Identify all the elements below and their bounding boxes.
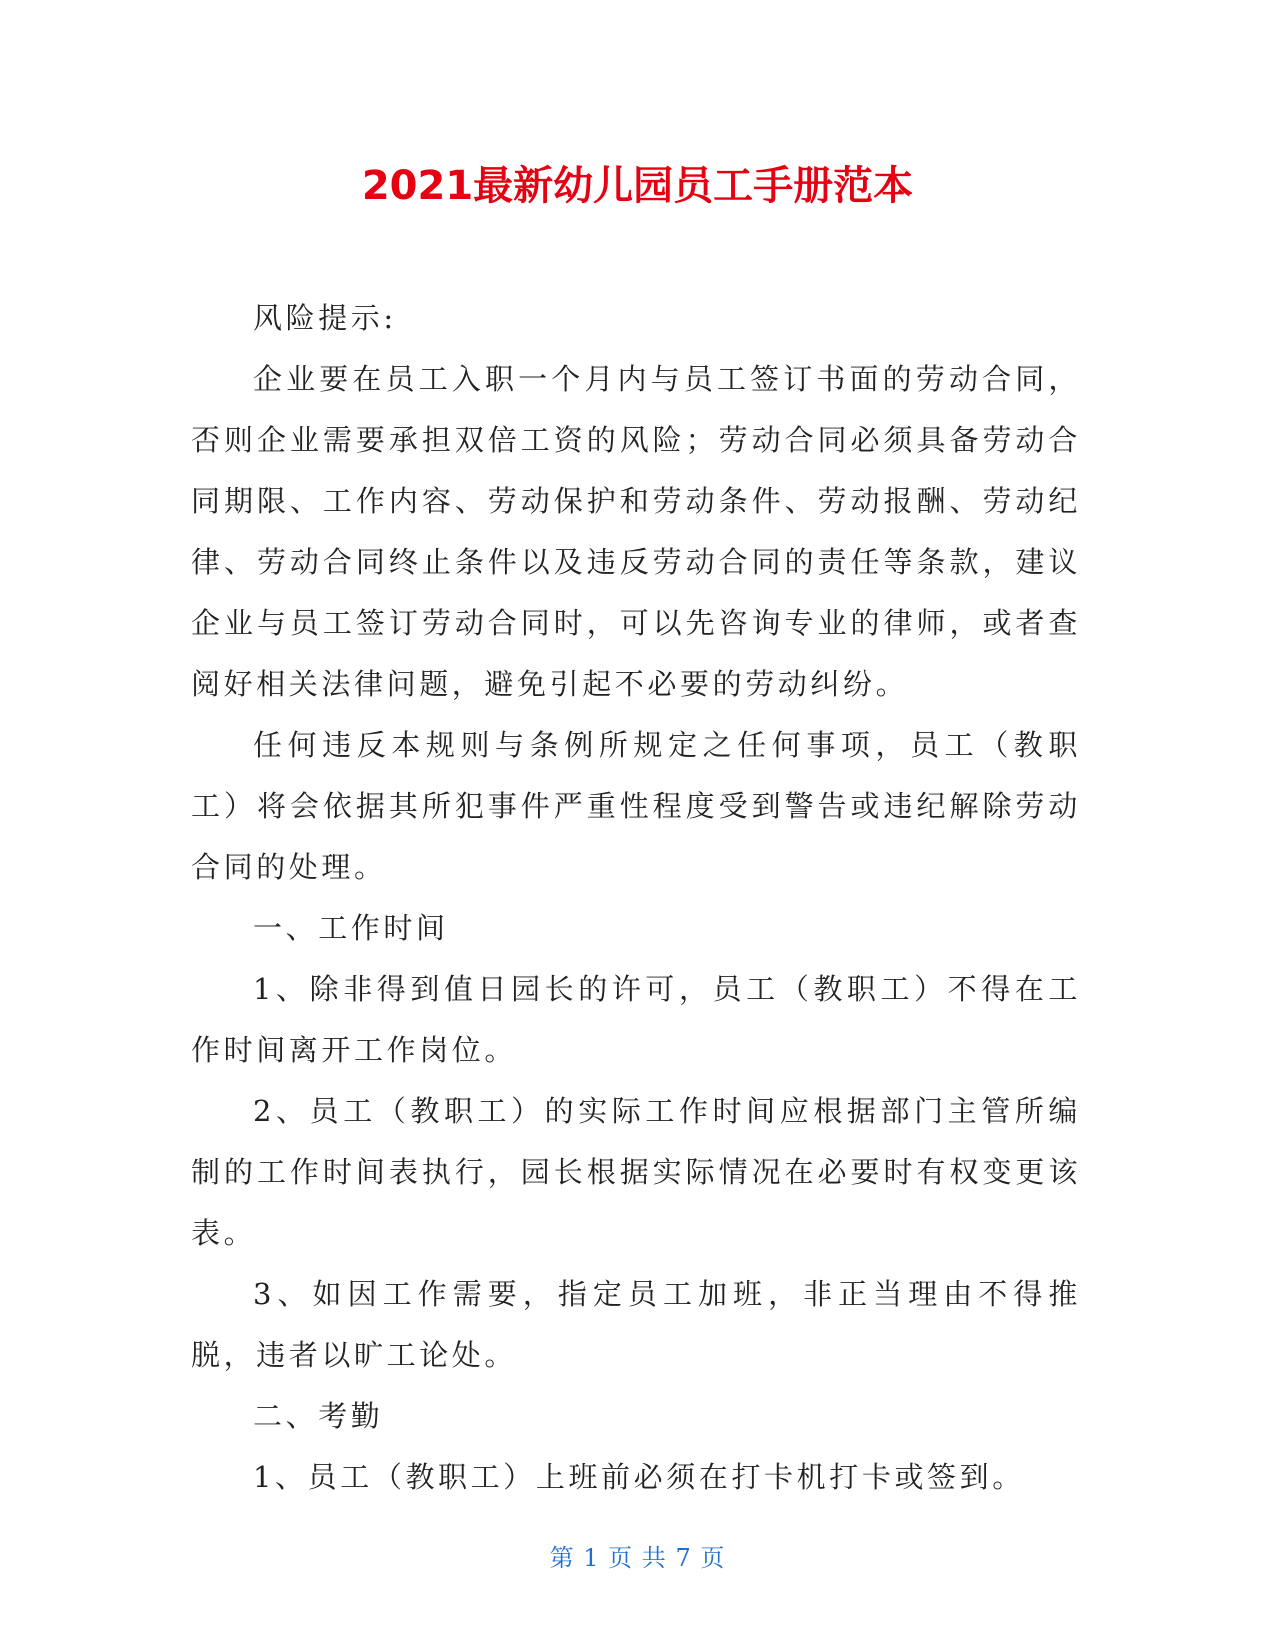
document-title: 2021最新幼儿园员工手册范本 bbox=[361, 163, 914, 209]
work-time-item-1: 1、除非得到值日园长的许可，员工（教职工）不得在工作时间离开工作岗位。 bbox=[191, 972, 1081, 1067]
document-body bbox=[191, 288, 1081, 1508]
violation-paragraph: 任何违反本规则与条例所规定之任何事项，员工（教职工）将会依据其所犯事件严重性程度受到警告或违纪解除劳动合同的处理。 bbox=[191, 728, 1081, 884]
section-heading-work-time: 一、工作时间 bbox=[253, 911, 449, 945]
attendance-item-1: 1、员工（教职工）上班前必须在打卡机打卡或签到。 bbox=[253, 1460, 1025, 1494]
risk-notice-heading: 风险提示: bbox=[253, 301, 397, 335]
section-heading-attendance: 二、考勤 bbox=[253, 1399, 384, 1433]
page-number-footer: 第 1 页 共 7 页 bbox=[549, 1544, 726, 1572]
risk-notice-paragraph: 企业要在员工入职一个月内与员工签订书面的劳动合同，否则企业需要承担双倍工资的风险；劳动合同必须具备劳动合同期限、工作内容、劳动保护和劳动条件、劳动报酬、劳动纪律、劳动合同终止条件以及违反劳动合同的责任等条款，建议企业与员工签订劳动合同时，可以先咨询专业的律师，或者查阅好相关法律问题，避免引起不必要的劳动纠纷。 bbox=[191, 362, 1081, 701]
work-time-item-2: 2、员工（教职工）的实际工作时间应根据部门主管所编制的工作时间表执行，园长根据实际情况在必要时有权变更该表。 bbox=[191, 1094, 1081, 1250]
work-time-item-3: 3、如因工作需要，指定员工加班，非正当理由不得推脱，违者以旷工论处。 bbox=[191, 1277, 1081, 1372]
